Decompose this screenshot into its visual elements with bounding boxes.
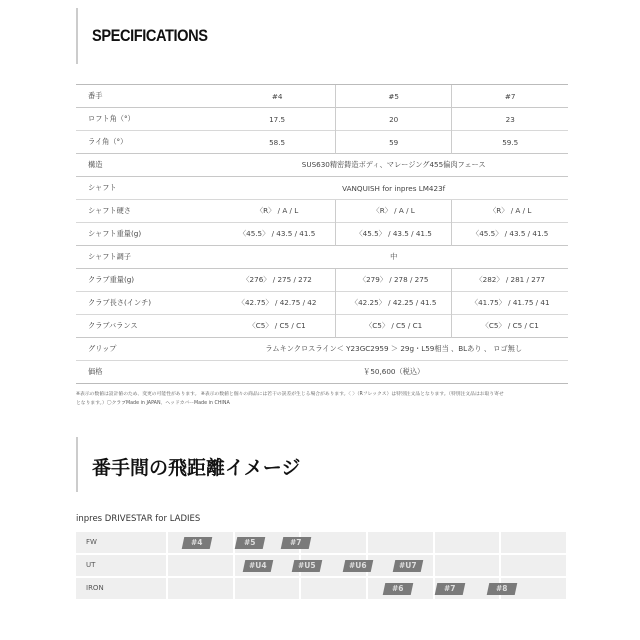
cell: 〈42.25〉 / 42.25 / 41.5 — [335, 292, 452, 315]
cell: 〈R〉 / A / L — [219, 200, 335, 223]
grid-cell — [435, 532, 500, 553]
table-row — [76, 315, 568, 338]
table-row — [76, 131, 568, 154]
cell: 〈C5〉 / C5 / C1 — [219, 315, 335, 338]
row-label: クラブ重量(g) — [76, 269, 219, 292]
chip-label: #U7 — [399, 561, 417, 570]
spec-table — [76, 84, 568, 384]
distance-header — [76, 437, 301, 492]
table-row — [76, 200, 568, 223]
table-row — [76, 108, 568, 131]
header-col-7: #7 — [452, 85, 568, 108]
table-row — [76, 177, 568, 200]
table-row — [76, 223, 568, 246]
specifications-title: SPECIFICATIONS — [92, 26, 208, 45]
table-row — [76, 338, 568, 361]
club-chip — [281, 537, 312, 549]
cell: 59 — [335, 131, 452, 154]
grid-row-ut — [76, 555, 568, 576]
footnote-line-1: ※表示の数値は設計値のため、変更の可能性があります。 ※表示の数値と個々の商品には若干の誤差が生じる場合があります。〈 〉（Rフレックス）は特別注文品となります。（特別注文品はお取り寄せ — [76, 392, 504, 397]
header-label: 番手 — [76, 85, 219, 108]
footnote — [76, 390, 576, 408]
cell: 〈41.75〉 / 41.75 / 41 — [452, 292, 568, 315]
header-col-5: #5 — [335, 85, 452, 108]
cell: 〈276〉 / 275 / 272 — [219, 269, 335, 292]
chip-label: #U5 — [298, 561, 316, 570]
cell-span: ￥50,600（税込） — [219, 361, 568, 384]
grid-cell — [168, 555, 233, 576]
cell-span: VANQUISH for inpres LM423f — [219, 177, 568, 200]
club-chip — [182, 537, 213, 549]
chip-label: #4 — [191, 538, 203, 547]
grid-cell — [235, 578, 300, 599]
cell: 〈C5〉 / C5 / C1 — [452, 315, 568, 338]
cell: 〈45.5〉 / 43.5 / 41.5 — [452, 223, 568, 246]
cell: 〈R〉 / A / L — [335, 200, 452, 223]
cell: 59.5 — [452, 131, 568, 154]
club-chip — [235, 537, 266, 549]
row-label: IRON — [76, 578, 166, 599]
row-label: 構造 — [76, 154, 219, 177]
cell: 〈R〉 / A / L — [452, 200, 568, 223]
row-label: クラブ長さ(インチ) — [76, 292, 219, 315]
table-header-row — [76, 85, 568, 108]
distance-grid — [76, 532, 568, 601]
chip-label: #7 — [290, 538, 302, 547]
table-row — [76, 246, 568, 269]
distance-title: 番手間の飛距離イメージ — [92, 457, 301, 479]
club-chip — [487, 583, 518, 595]
chip-label: #6 — [392, 584, 404, 593]
row-label: ライ角（°） — [76, 131, 219, 154]
club-chip — [243, 560, 274, 572]
cell: 58.5 — [219, 131, 335, 154]
cell-span: 中 — [219, 246, 568, 269]
row-label: シャフト硬さ — [76, 200, 219, 223]
cell: 23 — [452, 108, 568, 131]
cell: 20 — [335, 108, 452, 131]
grid-cell — [435, 555, 500, 576]
club-chip — [292, 560, 323, 572]
row-label: グリップ — [76, 338, 219, 361]
cell: 〈279〉 / 278 / 275 — [335, 269, 452, 292]
club-chip — [393, 560, 424, 572]
row-label: ロフト角（°） — [76, 108, 219, 131]
cell: 〈C5〉 / C5 / C1 — [335, 315, 452, 338]
chip-label: #8 — [496, 584, 508, 593]
grid-cell — [501, 555, 566, 576]
cell: 〈42.75〉 / 42.75 / 42 — [219, 292, 335, 315]
row-label: FW — [76, 532, 166, 553]
chip-label: #U4 — [249, 561, 267, 570]
row-label: UT — [76, 555, 166, 576]
club-chip — [435, 583, 466, 595]
row-label: 価格 — [76, 361, 219, 384]
club-chip — [383, 583, 414, 595]
cell: 17.5 — [219, 108, 335, 131]
table-row — [76, 292, 568, 315]
grid-cell — [301, 532, 366, 553]
row-label: シャフト — [76, 177, 219, 200]
grid-cell — [301, 578, 366, 599]
chip-label: #5 — [244, 538, 256, 547]
footnote-line-2: となります。）〇クラブMade in JAPAN、ヘッドカバーMade in CHINA — [76, 401, 230, 406]
grid-cell — [168, 578, 233, 599]
chip-label: #7 — [444, 584, 456, 593]
grid-cell — [368, 532, 433, 553]
chip-label: #U6 — [349, 561, 367, 570]
grid-row-fw — [76, 532, 568, 553]
table-row — [76, 269, 568, 292]
cell: 〈45.5〉 / 43.5 / 41.5 — [219, 223, 335, 246]
table-row — [76, 154, 568, 177]
grid-cell — [501, 532, 566, 553]
cell-span: SUS630精密鋳造ボディ、マレージング455偏肉フェース — [219, 154, 568, 177]
row-label: シャフト重量(g) — [76, 223, 219, 246]
row-label: クラブバランス — [76, 315, 219, 338]
cell-span: ラムキンクロスライン＜ Y23GC2959 ＞ 29g・L59相当 、BLあり 、 ロゴ無し — [219, 338, 568, 361]
club-chip — [343, 560, 374, 572]
table-row — [76, 361, 568, 384]
header-col-4: #4 — [219, 85, 335, 108]
cell: 〈282〉 / 281 / 277 — [452, 269, 568, 292]
cell: 〈45.5〉 / 43.5 / 41.5 — [335, 223, 452, 246]
model-name: inpres DRIVESTAR for LADIES — [76, 514, 201, 524]
row-label: シャフト調子 — [76, 246, 219, 269]
specifications-header — [76, 8, 208, 64]
grid-row-iron — [76, 578, 568, 599]
